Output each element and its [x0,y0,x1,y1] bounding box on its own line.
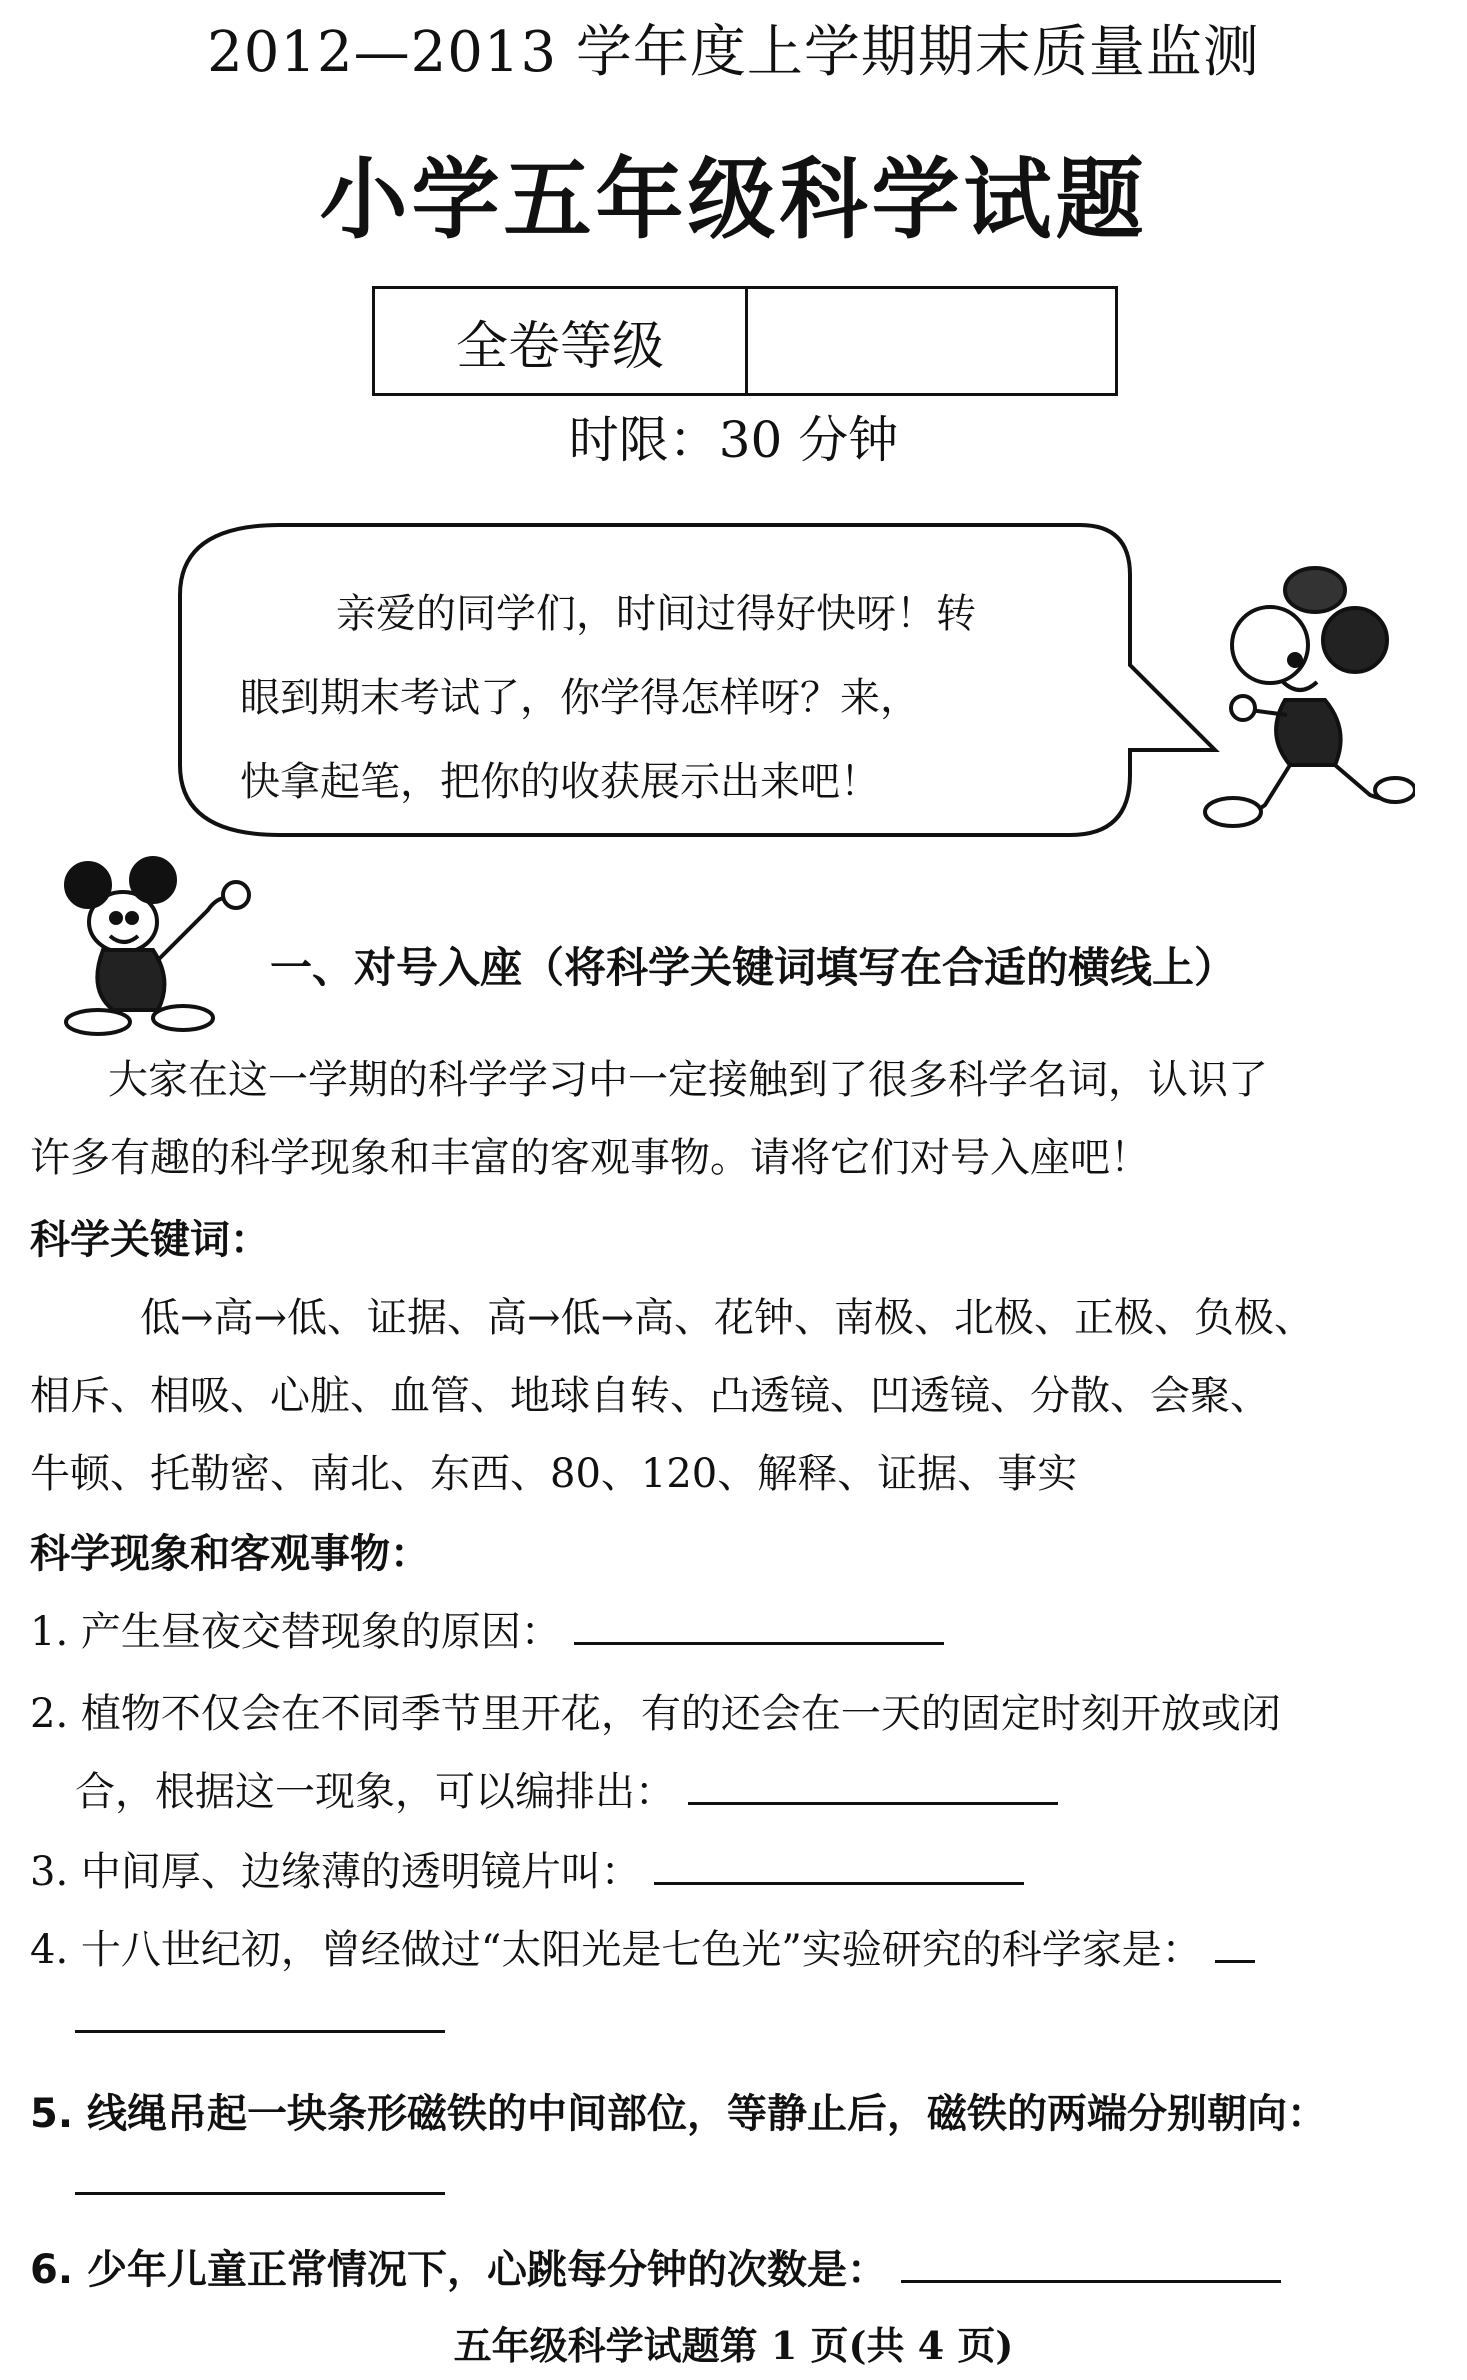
keywords-line-1: 低→高→低、证据、高→低→高、花钟、南极、北极、正极、负极、 [140,1295,1315,1341]
grade-table [372,286,1118,396]
question-6-text: 6. 少年儿童正常情况下，心跳每分钟的次数是： [30,2247,887,2293]
intro-line-1: 大家在这一学期的科学学习中一定接触到了很多科学名词，认识了 [108,1057,1268,1103]
question-1-text: 1. 产生昼夜交替现象的原因： [30,1609,561,1655]
question-3-text: 3. 中间厚、边缘薄的透明镜片叫： [30,1849,641,1895]
intro-line-2: 许多有趣的科学现象和丰富的客观事物。请将它们对号入座吧！ [30,1135,1150,1181]
question-1-answer-blank[interactable] [574,1604,944,1645]
question-2-text: 合，根据这一现象，可以编排出： [75,1769,675,1815]
cartoon-mouse-waving-icon [58,850,258,1040]
question-6-answer-blank[interactable] [901,2242,1281,2283]
question-2-answer-blank[interactable] [688,1764,1058,1805]
page-footer: 五年级科学试题第 1 页(共 4 页) [453,2323,1014,2368]
phenomena-heading: 科学现象和客观事物： [30,1531,430,1577]
question-5-text: 5. 线绳吊起一块条形磁铁的中间部位，等静止后，磁铁的两端分别朝向： [30,2091,1327,2137]
section-1-title: 一、对号入座（将科学关键词填写在合适的横线上） [270,943,1237,992]
speech-bubble-text [240,572,1060,824]
keywords-line-3: 牛顿、托勒密、南北、东西、80、120、解释、证据、事实 [30,1451,1078,1497]
page-title: 小学五年级科学试题 [319,147,1148,251]
question-4 [30,1918,1255,1975]
bubble-line-2: 眼到期末考试了，你学得怎样呀？来， [240,675,920,721]
exam-period-heading: 2012—2013 学年度上学期期末质量监测 [207,20,1260,85]
question-3 [30,1840,1024,1897]
grade-label: 全卷等级 [375,289,748,393]
question-1 [30,1600,944,1657]
question-4-answer-blank-start[interactable] [1215,1922,1255,1963]
question-4-text: 4. 十八世纪初，曾经做过“太阳光是七色光”实验研究的科学家是： [30,1927,1202,1973]
keywords-heading: 科学关键词： [30,1217,270,1263]
bubble-line-3: 快拿起笔，把你的收获展示出来吧！ [240,759,880,805]
question-4-answer-blank-continued[interactable] [75,2030,445,2033]
time-limit: 时限：30 分钟 [568,411,899,469]
question-6 [30,2238,1281,2295]
question-3-answer-blank[interactable] [654,1844,1024,1885]
grade-value-cell[interactable] [748,289,1115,393]
cartoon-mouse-with-bow-icon [1195,550,1415,850]
question-2-line-2 [75,1760,1058,1817]
keywords-line-2: 相斥、相吸、心脏、血管、地球自转、凸透镜、凹透镜、分散、会聚、 [30,1373,1270,1419]
question-2-line-1: 2. 植物不仅会在不同季节里开花，有的还会在一天的固定时刻开放或闭 [30,1691,1281,1737]
bubble-line-1: 亲爱的同学们，时间过得好快呀！转 [336,591,976,637]
question-5-answer-blank[interactable] [75,2192,445,2195]
